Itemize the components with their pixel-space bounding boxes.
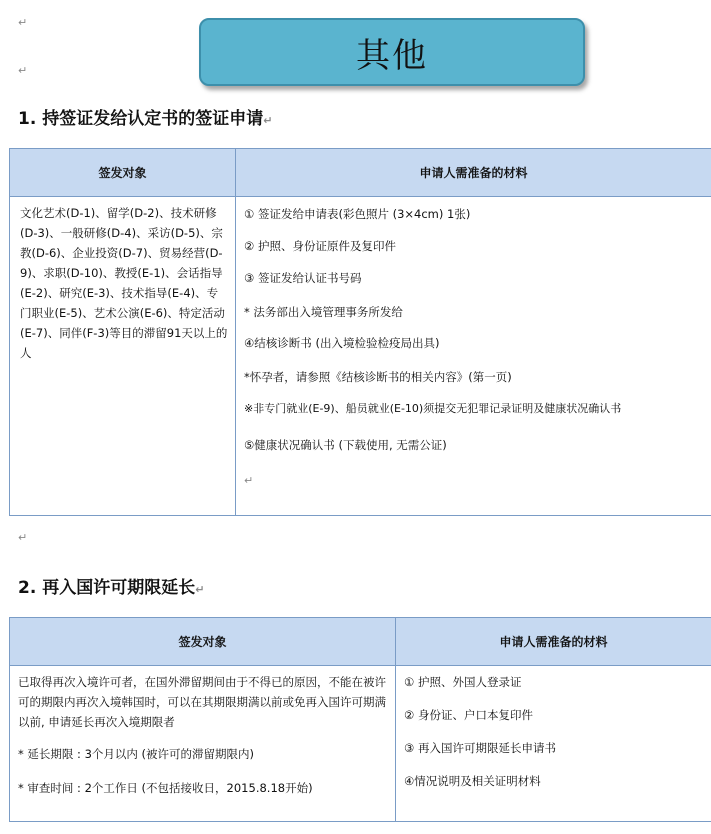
eligibility-text: 文化艺术(D-1)、留学(D-2)、技术研修(D-3)、一般研修(D-4)、采访(D-5)、宗教(D-6)、企业投资(D-7)、贸易经营(D-9)、求职(D-10)、教授(E-1)、会话指导(E-2)、研究(E-3)、技术指导(E-4)、专门职业(E-5)、艺术公演(E-6)、特定活动(E-7)、同伴(F-3)等目的滞留91天以上的人: [20, 206, 228, 360]
material-item: ② 护照、身份证原件及复印件: [244, 239, 396, 253]
col-header-materials: 申请人需准备的材料: [396, 618, 711, 666]
col-header-materials: 申请人需准备的材料: [236, 149, 711, 197]
material-item: ③ 再入国许可期限延长申请书: [404, 741, 556, 755]
section-1-table: [9, 148, 711, 516]
material-item: ① 签证发给申请表(彩色照片 (3×4cm) 1张): [244, 207, 471, 221]
eligibility-cell: [10, 197, 236, 516]
paragraph-mark: ↵: [263, 114, 273, 127]
section-2-heading: [18, 573, 204, 598]
eligibility-text: 已取得再次入境许可者，在国外滞留期间由于不得已的原因，不能在被许可的期限内再次入境韩国时，可以在其期限期满以前或免再入国许可期满以前, 申请延长再次入境期限者: [18, 675, 386, 729]
material-item: ④情况说明及相关证明材料: [404, 774, 541, 788]
page-title: 其他: [356, 35, 428, 76]
section-1-heading-text: 1. 持签证发给认定书的签证申请: [18, 109, 264, 129]
material-item: *怀孕者，请参照《结核诊断书的相关内容》(第一页): [244, 370, 512, 384]
section-1-heading: [18, 104, 272, 129]
eligibility-cell: [10, 666, 396, 822]
paragraph-mark: ↵: [18, 531, 28, 544]
material-item: ① 护照、外国人登录证: [404, 675, 522, 689]
materials-cell: [396, 666, 711, 822]
note-item: * 审查时间 : 2个工作日 (不包括接收日，2015.8.18开始): [18, 781, 313, 795]
material-item: ⑤健康状况确认书 (下载使用, 无需公证): [244, 438, 447, 452]
section-2-heading-text: 2. 再入国许可期限延长: [18, 578, 196, 598]
paragraph-mark: ↵: [18, 64, 28, 77]
col-header-target: 签发对象: [10, 149, 236, 197]
paragraph-mark: ↵: [195, 583, 205, 596]
title-banner: [199, 18, 585, 86]
section-2-table: [9, 617, 711, 822]
paragraph-mark: ↵: [18, 16, 28, 29]
paragraph-mark: ↵: [244, 474, 254, 487]
material-item: ④结核诊断书 (出入境检验检疫局出具): [244, 336, 440, 350]
col-header-target: 签发对象: [10, 618, 396, 666]
material-item: ※非专门就业(E-9)、船员就业(E-10)须提交无犯罪记录证明及健康状况确认书: [244, 402, 622, 415]
material-item: * 法务部出入境管理事务所发给: [244, 305, 403, 319]
materials-cell: [236, 197, 711, 516]
material-item: ② 身份证、户口本复印件: [404, 708, 533, 722]
note-item: * 延长期限 : 3个月以内 (被许可的滞留期限内): [18, 747, 255, 761]
material-item: ③ 签证发给认证书号码: [244, 271, 362, 285]
